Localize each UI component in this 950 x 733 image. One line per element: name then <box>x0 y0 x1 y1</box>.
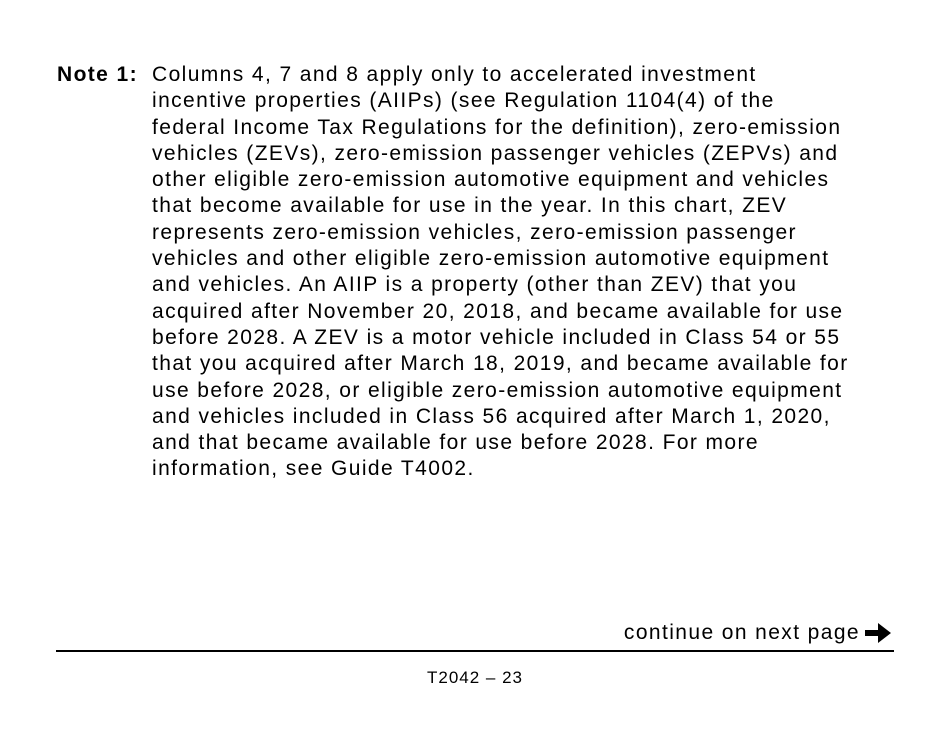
continue-on-next-page <box>624 620 892 646</box>
note-line: that become available for use in the year. In this chart, ZEV <box>152 194 788 218</box>
note-line: acquired after November 20, 2018, and became available for use <box>152 299 844 323</box>
note-line: incentive properties (AIIPs) (see Regulation 1104(4) of the <box>152 89 775 113</box>
note-line: vehicles and other eligible zero-emission automotive equipment <box>152 247 830 271</box>
continue-label: continue on next page <box>623 621 860 644</box>
note-label: Note 1: <box>57 63 138 86</box>
right-arrow-icon <box>864 621 892 645</box>
note-line: information, see Guide T4002. <box>152 457 475 481</box>
note-line: and vehicles included in Class 56 acquired after March 1, 2020, <box>152 404 831 428</box>
note-line: that you acquired after March 18, 2019, and became available for <box>152 352 849 376</box>
note-line: before 2028. A ZEV is a motor vehicle included in Class 54 or 55 <box>152 325 841 349</box>
note-line: represents zero-emission vehicles, zero-emission passenger <box>152 220 797 244</box>
note-line: and that became available for use before 2028. For more <box>152 431 759 455</box>
note-line: federal Income Tax Regulations for the definition), zero-emission <box>152 115 842 139</box>
footer-divider <box>56 650 894 652</box>
note-line: and vehicles. An AIIP is a property (other than ZEV) that you <box>152 273 798 297</box>
note-line: other eligible zero-emission automotive equipment and vehicles <box>152 168 830 192</box>
note-body <box>152 62 932 483</box>
note-line: Columns 4, 7 and 8 apply only to accelerated investment <box>152 63 757 86</box>
note-line: use before 2028, or eligible zero-emission automotive equipment <box>152 378 843 402</box>
note-line: vehicles (ZEVs), zero-emission passenger vehicles (ZEPVs) and <box>152 141 839 165</box>
page-number: T2042 – 23 <box>426 668 523 687</box>
